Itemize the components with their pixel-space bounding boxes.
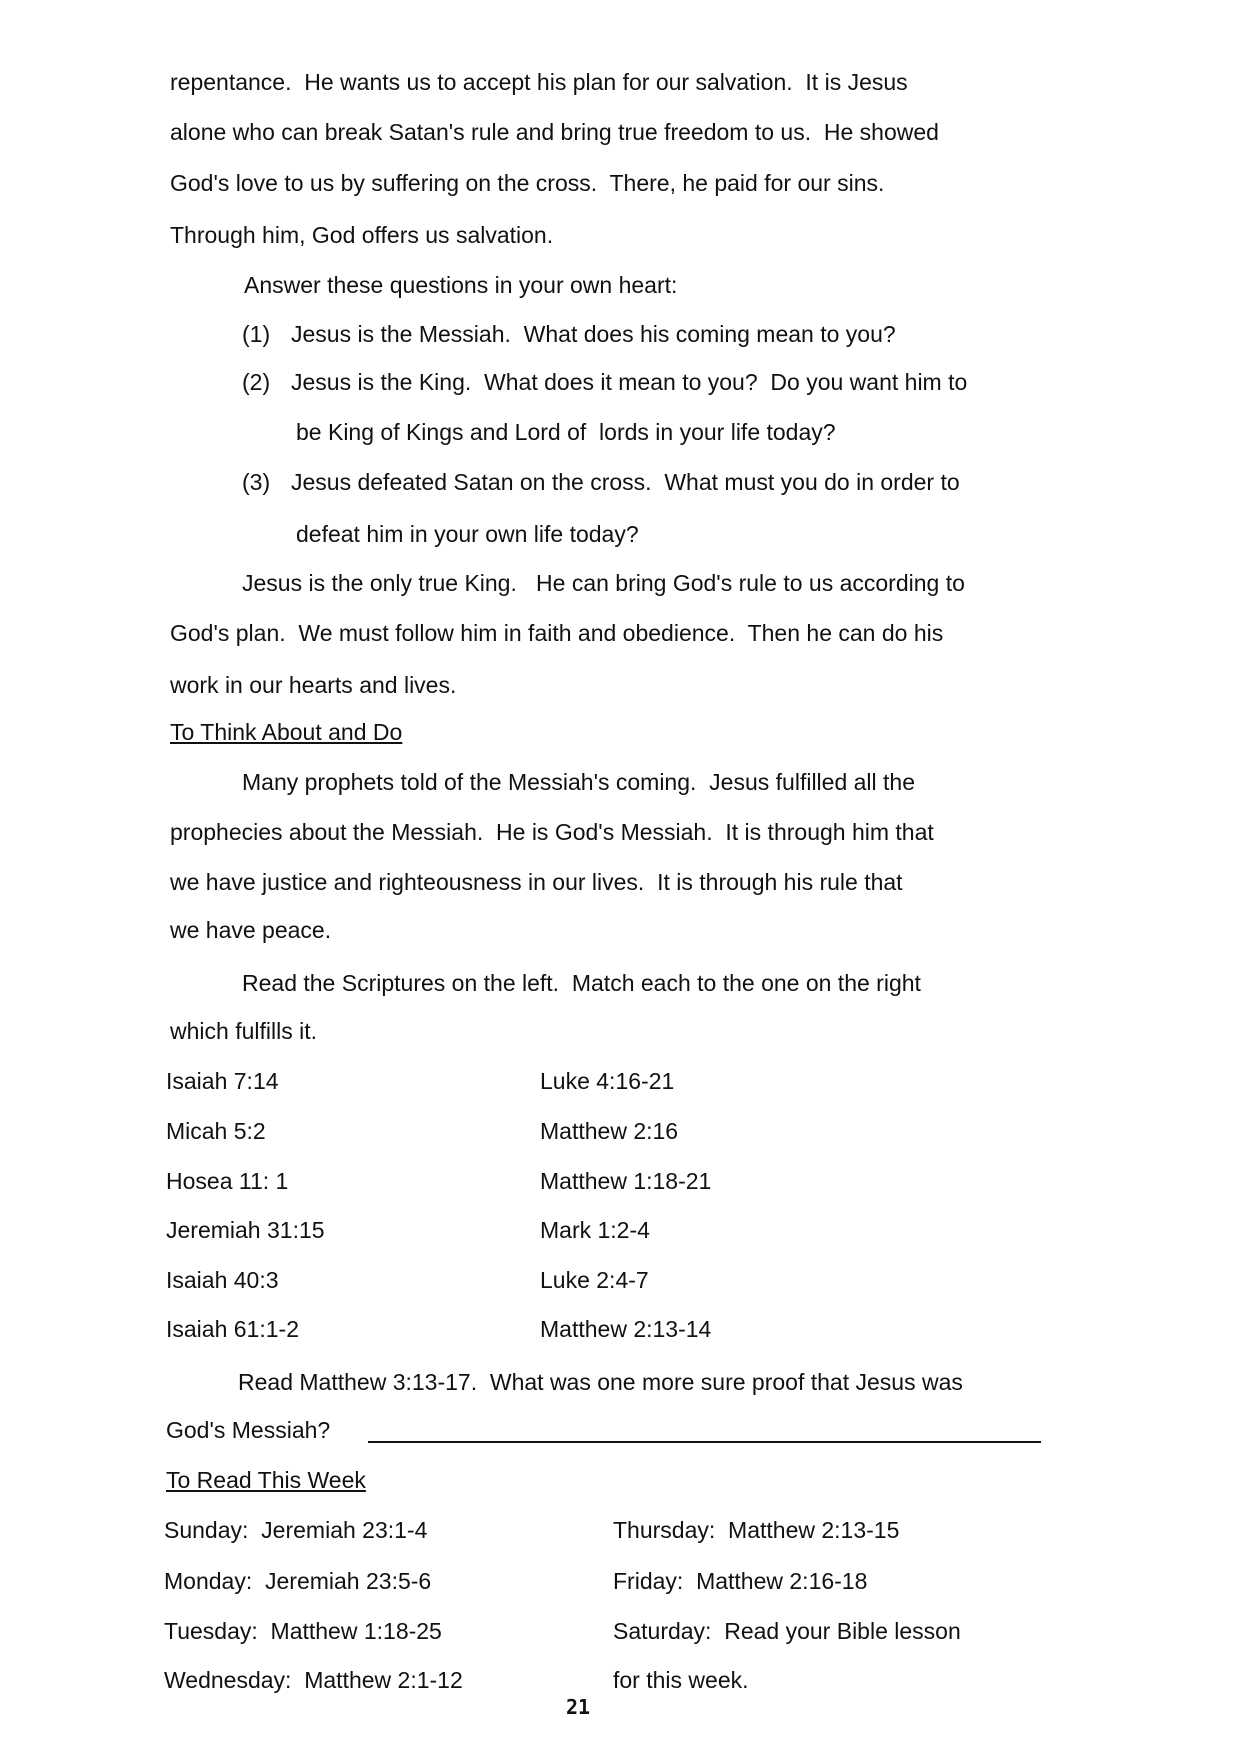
- question-text: defeat him in your own life today?: [296, 521, 639, 547]
- match-right-item: Luke 2:4-7: [540, 1267, 649, 1293]
- match-left-item: Hosea 11: 1: [166, 1168, 289, 1194]
- match-left-item: Isaiah 7:14: [166, 1068, 279, 1094]
- reading-item: Sunday: Jeremiah 23:1-4: [164, 1517, 428, 1543]
- paragraph-line: God's plan. We must follow him in faith and obedience. Then he can do his: [170, 620, 944, 646]
- reading-item: Tuesday: Matthew 1:18-25: [164, 1618, 442, 1644]
- answer-blank[interactable]: [368, 1441, 1041, 1443]
- paragraph-line: which fulfills it.: [170, 1018, 317, 1044]
- match-right-item: Matthew 1:18-21: [540, 1168, 712, 1194]
- reading-item: Saturday: Read your Bible lesson: [613, 1618, 961, 1644]
- paragraph-line: Read the Scriptures on the left. Match each to the one on the right: [242, 970, 921, 996]
- reading-item: Wednesday: Matthew 2:1-12: [164, 1667, 463, 1693]
- question-text: Jesus is the King. What does it mean to you? Do you want him to: [291, 369, 968, 395]
- match-left-item: Isaiah 40:3: [166, 1267, 279, 1293]
- match-left-item: Micah 5:2: [166, 1118, 266, 1144]
- question-text: be King of Kings and Lord of lords in your life today?: [296, 419, 836, 445]
- reading-item: Friday: Matthew 2:16-18: [613, 1568, 868, 1594]
- match-right-item: Matthew 2:16: [540, 1118, 679, 1144]
- page-number: 21: [566, 1695, 591, 1719]
- paragraph-line: God's love to us by suffering on the cross. There, he paid for our sins.: [170, 170, 885, 196]
- section-heading-think: To Think About and Do: [170, 719, 403, 745]
- match-left-item: Jeremiah 31:15: [166, 1217, 325, 1243]
- paragraph-line: work in our hearts and lives.: [170, 672, 457, 698]
- section-heading-read: To Read This Week: [166, 1467, 366, 1493]
- paragraph-line: Through him, God offers us salvation.: [170, 222, 554, 248]
- paragraph-line: we have justice and righteousness in our lives. It is through his rule that: [170, 869, 903, 895]
- paragraph-line: alone who can break Satan's rule and bring true freedom to us. He showed: [170, 119, 939, 145]
- reading-item: for this week.: [613, 1667, 749, 1693]
- paragraph-line: Many prophets told of the Messiah's coming. Jesus fulfilled all the: [242, 769, 916, 795]
- questions-intro: Answer these questions in your own heart:: [244, 272, 678, 298]
- reading-item: Thursday: Matthew 2:13-15: [613, 1517, 900, 1543]
- paragraph-line: Jesus is the only true King. He can bring God's rule to us according to: [242, 570, 965, 596]
- question-line: Read Matthew 3:13-17. What was one more sure proof that Jesus was: [238, 1369, 963, 1395]
- paragraph-line: we have peace.: [170, 917, 332, 943]
- match-right-item: Luke 4:16-21: [540, 1068, 675, 1094]
- question-line: God's Messiah?: [166, 1417, 331, 1443]
- paragraph-line: repentance. He wants us to accept his plan for our salvation. It is Jesus: [170, 69, 908, 95]
- question-number: (1): [242, 321, 271, 347]
- question-number: (2): [242, 369, 271, 395]
- question-text: Jesus is the Messiah. What does his coming mean to you?: [291, 321, 896, 347]
- reading-item: Monday: Jeremiah 23:5-6: [164, 1568, 432, 1594]
- match-right-item: Mark 1:2-4: [540, 1217, 650, 1243]
- paragraph-line: prophecies about the Messiah. He is God's Messiah. It is through him that: [170, 819, 934, 845]
- question-text: Jesus defeated Satan on the cross. What must you do in order to: [291, 469, 960, 495]
- match-right-item: Matthew 2:13-14: [540, 1316, 712, 1342]
- question-number: (3): [242, 469, 271, 495]
- match-left-item: Isaiah 61:1-2: [166, 1316, 299, 1342]
